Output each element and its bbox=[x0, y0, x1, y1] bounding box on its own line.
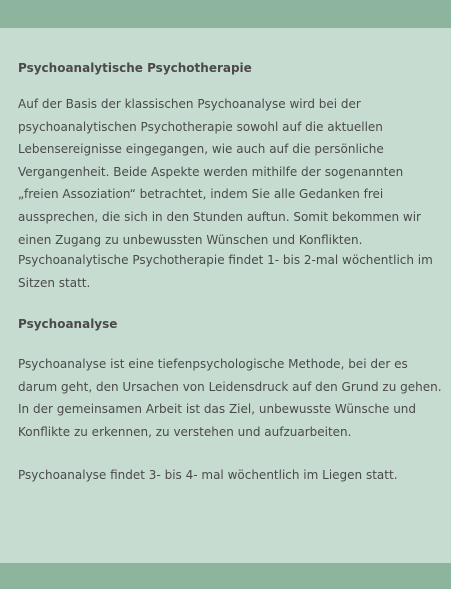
section-title-psychoanalytic-psychotherapy: Psychoanalytische Psychotherapie bbox=[18, 61, 252, 75]
top-band bbox=[0, 0, 451, 28]
paragraph-psychotherapy-frequency: Psychoanalytische Psychotherapie findet 1- bis 2-mal wöchentlich im Sitzen statt. bbox=[18, 253, 433, 290]
paragraph-psychotherapy-description: Auf der Basis der klassischen Psychoanalyse wird bei der psychoanalytischen Psychotherapie sowohl auf die aktuellen Lebensereignisse eingegangen, wie auch auf die persönliche Vergangenheit. Beide Aspekte werden mithilfe der sogenannten „freien Assoziation“ betrachtet, indem Sie alle Gedanken frei aussprechen, die sich in den Stunden auftun. Somit bekommen wir einen Zugang zu unbewussten Wünschen und Konflikten. bbox=[18, 97, 421, 247]
section-title-psychoanalysis: Psychoanalyse bbox=[18, 317, 118, 331]
paragraph-psychoanalysis-description: Psychoanalyse ist eine tiefenpsychologische Methode, bei der es darum geht, den Ursachen von Leidensdruck auf den Grund zu gehen. In der gemeinsamen Arbeit ist das Ziel, unbewusste Wünsche und Konflikte zu erkennen, zu verstehen und aufzuarbeiten. bbox=[18, 357, 442, 439]
paragraph-psychoanalysis-frequency: Psychoanalyse findet 3- bis 4- mal wöchentlich im Liegen statt. bbox=[18, 468, 398, 482]
bottom-band bbox=[0, 563, 451, 589]
